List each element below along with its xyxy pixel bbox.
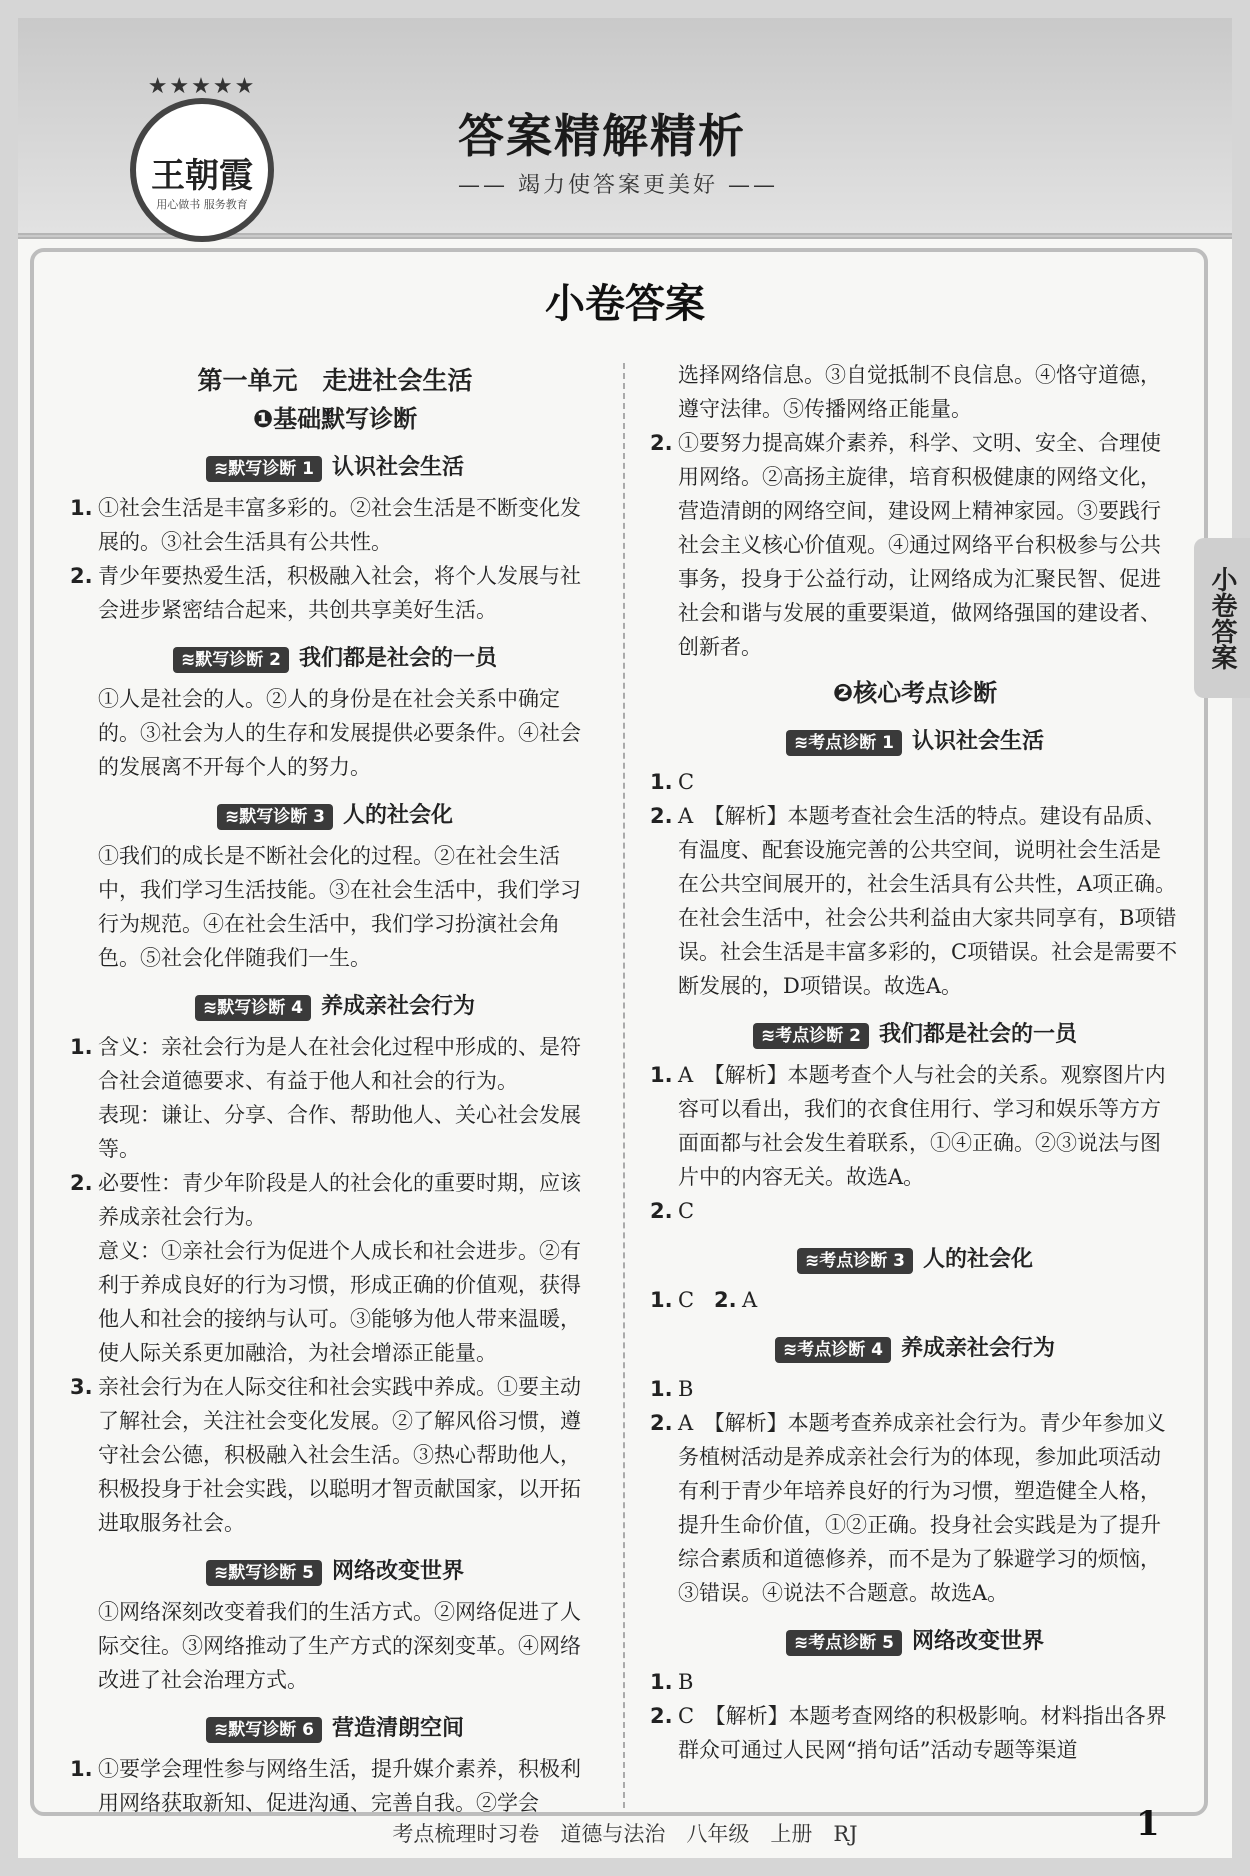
answer-text: ①人是社会的人。②人的身份是在社会关系中确定的。③社会为人的生存和发展提供必要条件。④社会的发展离不开每个人的努力。 (98, 687, 581, 779)
item-text: A 【解析】本题考查养成亲社会行为。青少年参加义务植树活动是养成亲社会行为的体现，参加此项活动有利于青少年培养良好的行为习惯，塑造健全人格，提升生命价值，①②正确。投身社会实践是为了提升综合素质和道德修养，而不是为了躲避学习的烦恼，③错误。④说法不合题意。故选A。 (678, 1411, 1166, 1605)
list-item (650, 1058, 1180, 1194)
item-number: 2. (650, 1199, 673, 1223)
diagnosis-tag: ≋默写诊断 5 (206, 1560, 322, 1586)
item-number: 1. (70, 1035, 93, 1059)
test-heading-1 (650, 724, 1180, 759)
item-number: 2. (70, 1171, 93, 1195)
item-text: A 【解析】本题考查社会生活的特点。建设有品质、有温度、配套设施完善的公共空间，说明社会生活是在公共空间展开的，社会生活具有公共性，A项正确。在社会生活中，社会公共利益由大家共同享有，B项错误。社会生活是丰富多彩的，C项错误。社会是需要不断发展的，D项错误。故选A。 (678, 804, 1178, 998)
test-title: 人的社会化 (922, 1247, 1033, 1272)
list-item (70, 1752, 600, 1820)
item-text: C 【解析】本题考查网络的积极影响。材料指出各界群众可通过人民网“捎句话”活动专题等渠道 (678, 1704, 1167, 1762)
footer-text: 考点梳理时习卷 道德与法治 八年级 上册 RJ (392, 1822, 858, 1846)
test-heading-4 (650, 1331, 1180, 1366)
diagnosis-tag: ≋默写诊断 3 (217, 804, 333, 830)
page (18, 18, 1237, 1858)
item-text: C (678, 770, 695, 794)
item-text: ①社会生活是丰富多彩的。②社会生活是不断变化发展的。③社会生活具有公共性。 (98, 496, 581, 554)
answer-text: 选择网络信息。③自觉抵制不良信息。④恪守道德，遵守法律。⑤传播网络正能量。 (678, 363, 1161, 421)
item-number: 2. (714, 1288, 737, 1312)
list-item (650, 1699, 1180, 1767)
header-banner (18, 18, 1232, 239)
item-text: B (678, 1670, 694, 1694)
item-text: 必要性：青少年阶段是人的社会化的重要时期，应该养成亲社会行为。 (98, 1171, 581, 1229)
answer-text: 表现：谦让、分享、合作、帮助他人、关心社会发展等。 (98, 1103, 581, 1161)
test-title: 认识社会生活 (911, 729, 1044, 754)
list-item (650, 1665, 1180, 1699)
list-item (70, 559, 600, 627)
diagnosis-tag: ≋默写诊断 1 (206, 456, 322, 482)
diagnosis-heading-2 (70, 641, 600, 676)
diagnosis-title: 人的社会化 (342, 803, 453, 828)
item-text: 含义：亲社会行为是人在社会化过程中形成的、是符合社会道德要求、有益于他人和社会的行为。 (98, 1035, 581, 1093)
item-text: C (678, 1199, 695, 1223)
diagnosis-title: 我们都是社会的一员 (298, 646, 497, 671)
test-title: 网络改变世界 (911, 1629, 1044, 1654)
item-text: B (678, 1377, 694, 1401)
test-heading-3 (650, 1242, 1180, 1277)
diagnosis-heading-1 (70, 450, 600, 485)
diagnosis-title: 认识社会生活 (331, 455, 464, 480)
column-divider (623, 363, 625, 1808)
section-heading-core: ❷核心考点诊断 (832, 679, 998, 707)
diagnosis-heading-4 (70, 989, 600, 1024)
list-item (70, 1370, 600, 1540)
section-heading-basic: ❶基础默写诊断 (252, 405, 418, 433)
item-text: A 【解析】本题考查个人与社会的关系。观察图片内容可以看出，我们的衣食住用行、学习和娱乐等方方面面都与社会发生着联系，①④正确。②③说法与图片中的内容无关。故选A。 (678, 1063, 1166, 1189)
diagnosis-heading-6 (70, 1711, 600, 1746)
publisher-logo (130, 74, 274, 242)
left-column (70, 358, 600, 1820)
item-number: 2. (650, 431, 673, 455)
list-item (650, 1283, 1180, 1317)
side-tab: 小卷答案 (1194, 538, 1250, 698)
diagnosis-tag: ≋默写诊断 2 (173, 647, 289, 673)
test-title: 我们都是社会的一员 (878, 1022, 1077, 1047)
item-number: 2. (650, 1704, 673, 1728)
logo-name: 王朝霞 (151, 156, 253, 196)
item-number: 1. (70, 1757, 93, 1781)
item-number: 1. (650, 1063, 673, 1087)
item-number: 1. (70, 496, 93, 520)
diagnosis-heading-5 (70, 1554, 600, 1589)
answer-text: 意义：①亲社会行为促进个人成长和社会进步。②有利于养成良好的行为习惯，形成正确的价值观，获得他人和社会的接纳与认可。③能够为他人带来温暖，使人际关系更加融洽，为社会增添正能量。 (98, 1239, 581, 1365)
list-item (650, 1194, 1180, 1228)
list-item (650, 426, 1180, 664)
banner-title: 答案精解精析 (458, 109, 746, 163)
unit-heading: 第一单元 走进社会生活 (197, 366, 473, 395)
logo-tagline: 用心做书 服务教育 (156, 198, 248, 211)
list-item (650, 1406, 1180, 1610)
test-heading-2 (650, 1017, 1180, 1052)
item-number: 2. (70, 564, 93, 588)
item-number: 3. (70, 1375, 93, 1399)
item-text: 青少年要热爱生活，积极融入社会，将个人发展与社会进步紧密结合起来，共创共享美好生活。 (98, 564, 581, 622)
list-item (70, 1030, 600, 1098)
page-title: 小卷答案 (545, 281, 705, 327)
diagnosis-tag: ≋默写诊断 6 (206, 1717, 322, 1743)
diagnosis-title: 网络改变世界 (331, 1559, 464, 1584)
list-item (70, 491, 600, 559)
test-tag: ≋考点诊断 3 (797, 1248, 913, 1274)
list-item (650, 765, 1180, 799)
test-tag: ≋考点诊断 5 (786, 1630, 902, 1656)
item-text: ①要学会理性参与网络生活，提升媒介素养，积极利用网络获取新知、促进沟通、完善自我。②学会 (98, 1757, 581, 1815)
answer-text: ①网络深刻改变着我们的生活方式。②网络促进了人际交往。③网络推动了生产方式的深刻变革。④网络改进了社会治理方式。 (98, 1600, 581, 1692)
test-heading-5 (650, 1624, 1180, 1659)
item-number: 1. (650, 1377, 673, 1401)
item-number: 2. (650, 804, 673, 828)
item-text: A (742, 1288, 758, 1312)
item-text: ①要努力提高媒介素养，科学、文明、安全、合理使用网络。②高扬主旋律，培育积极健康的网络文化，营造清朗的网络空间，建设网上精神家园。③要践行社会主义核心价值观。④通过网络平台积极参与公共事务，投身于公益行动，让网络成为汇聚民智、促进社会和谐与发展的重要渠道，做网络强国的建设者、创新者。 (678, 431, 1161, 659)
diagnosis-heading-3 (70, 798, 600, 833)
item-number: 1. (650, 1670, 673, 1694)
answer-text: ①我们的成长是不断社会化的过程。②在社会生活中，我们学习生活技能。③在社会生活中，我们学习行为规范。④在社会生活中，我们学习扮演社会角色。⑤社会化伴随我们一生。 (98, 844, 581, 970)
item-text: C (678, 1288, 695, 1312)
page-number: 1 (1136, 1804, 1160, 1844)
diagnosis-title: 养成亲社会行为 (320, 994, 475, 1019)
test-title: 养成亲社会行为 (900, 1336, 1055, 1361)
item-number: 2. (650, 1411, 673, 1435)
test-tag: ≋考点诊断 1 (786, 730, 902, 756)
list-item (650, 799, 1180, 1003)
banner-subtitle: —— 竭力使答案更美好 —— (458, 173, 778, 198)
item-text: 亲社会行为在人际交往和社会实践中养成。①要主动了解社会，关注社会变化发展。②了解风俗习惯，遵守社会公德，积极融入社会生活。③热心帮助他人，积极投身于社会实践，以聪明才智贡献国家，以开拓进取服务社会。 (98, 1375, 581, 1535)
stars-icon: ★★★★★ (147, 74, 257, 99)
right-column (650, 358, 1180, 1767)
test-tag: ≋考点诊断 4 (775, 1337, 891, 1363)
test-tag: ≋考点诊断 2 (753, 1023, 869, 1049)
list-item (650, 1372, 1180, 1406)
diagnosis-tag: ≋默写诊断 4 (195, 995, 311, 1021)
list-item (70, 1166, 600, 1234)
item-number: 1. (650, 1288, 673, 1312)
diagnosis-title: 营造清朗空间 (331, 1716, 464, 1741)
item-number: 1. (650, 770, 673, 794)
